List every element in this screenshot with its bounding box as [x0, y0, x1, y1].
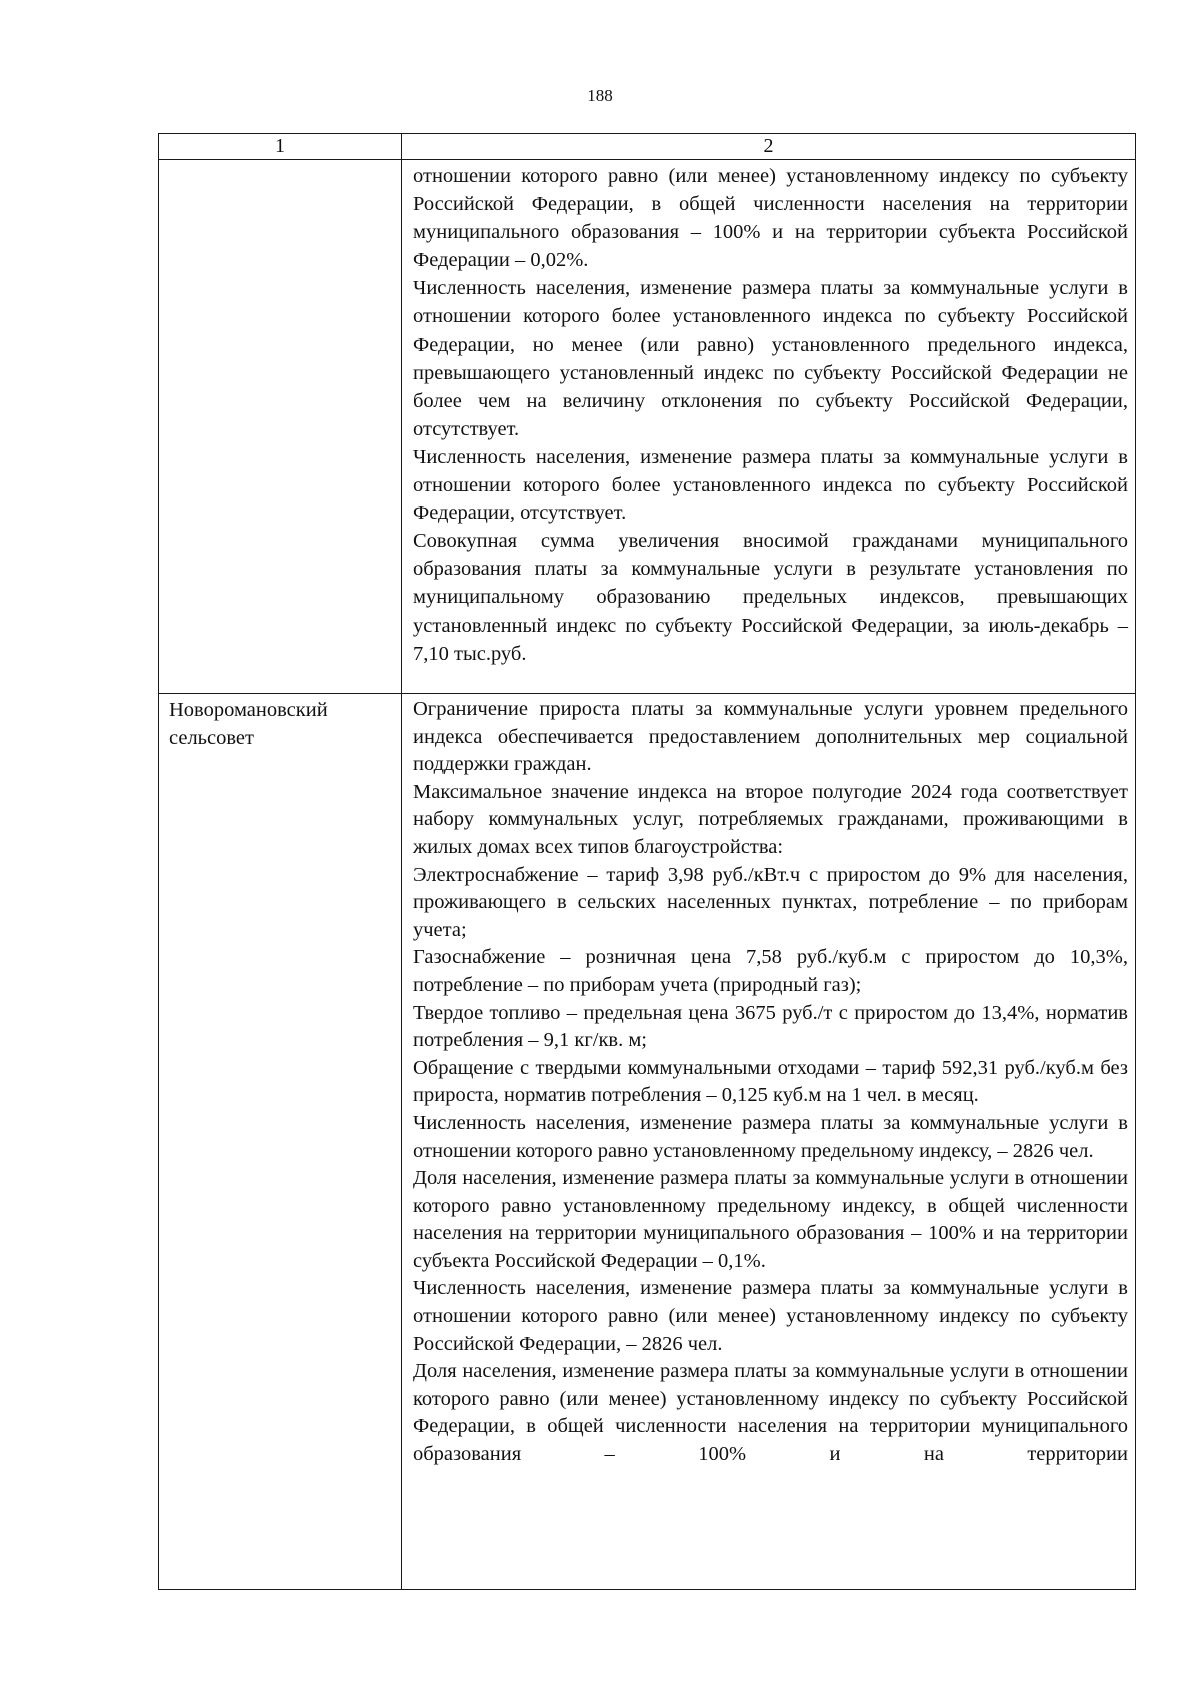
municipality-name-cell	[159, 694, 402, 1590]
description-cell	[402, 694, 1136, 1590]
paragraph: Численность населения, изменение размера платы за коммунальные услуги в отношении которого равно (или менее) установленному индексу по субъекту Российской Федерации, – 2826 чел.	[413, 1277, 1128, 1355]
municipality-name-cell	[159, 160, 402, 694]
paragraph: Обращение с твердыми коммунальными отходами – тариф 592,31 руб./куб.м без прироста, норматив потребления – 0,125 куб.м на 1 чел. в месяц.	[413, 1056, 1128, 1107]
paragraph: Ограничение прироста платы за коммунальные услуги уровнем предельного индекса обеспечивается предоставлением дополнительных мер социальной поддержки граждан.	[413, 698, 1128, 776]
municipality-name-line: сельсовет	[169, 726, 254, 749]
paragraph: Численность населения, изменение размера платы за коммунальные услуги в отношении которого более установленного индекса по субъекту Российской Федерации, отсутствует.	[413, 445, 1128, 525]
table-row	[159, 160, 1136, 694]
document-table	[158, 133, 1136, 1590]
paragraph: Электроснабжение – тариф 3,98 руб./кВт.ч с приростом до 9% для населения, проживающего в сельских населенных пунктах, потребление – по приборам учета;	[413, 863, 1128, 941]
page-number: 188	[587, 86, 613, 105]
paragraph: Численность населения, изменение размера платы за коммунальные услуги в отношении которого равно установленному предельному индексу, – 2826 чел.	[413, 1111, 1128, 1162]
paragraph: отношении которого равно (или менее) установленному индексу по субъекту Российской Федерации, в общей численности населения на территории муниципального образования – 100% и на территории субъекта Российской Федерации – 0,02%.	[413, 165, 1128, 272]
paragraph: Доля населения, изменение размера платы за коммунальные услуги в отношении которого равно установленному предельному индексу, в общей численности населения на территории муниципального образования – 100% и на территории субъекта Российской Федерации – 0,1%.	[413, 1167, 1128, 1272]
table-header-row	[159, 134, 1136, 160]
paragraph: Твердое топливо – предельная цена 3675 руб./т с приростом до 13,4%, норматив потребления – 9,1 кг/кв. м;	[413, 1001, 1128, 1052]
table-row	[159, 694, 1136, 1590]
paragraph: Численность населения, изменение размера платы за коммунальные услуги в отношении которого более установленного индекса по субъекту Российской Федерации, но менее (или равно) установленного предельного индекса, превышающего установленный индекс по субъекту Российской Федерации не более чем на величину отклонения по субъекту Российской Федерации, отсутствует.	[413, 277, 1128, 440]
column-header-2: 2	[402, 134, 1136, 160]
description-cell	[402, 160, 1136, 694]
paragraph: Доля населения, изменение размера платы за коммунальные услуги в отношении которого равно (или менее) установленному индексу по субъекту Российской Федерации, в общей численности населения на территории муниципального образования – 100% и на территории	[413, 1360, 1128, 1466]
paragraph: Совокупная сумма увеличения вносимой гражданами муниципального образования платы за коммунальные услуги в результате установления по муниципальному образованию предельных индексов, превышающих установленный индекс по субъекту Российской Федерации, за июль-декабрь – 7,10 тыс.руб.	[413, 530, 1128, 665]
municipality-name-line: Новоромановский	[169, 699, 328, 721]
column-header-1: 1	[159, 134, 402, 160]
paragraph: Максимальное значение индекса на второе полугодие 2024 года соответствует набору коммунальных услуг, потребляемых гражданами, проживающими в жилых домах всех типов благоустройства:	[413, 780, 1128, 858]
paragraph: Газоснабжение – розничная цена 7,58 руб./куб.м с приростом до 10,3%, потребление – по приборам учета (природный газ);	[413, 946, 1128, 996]
